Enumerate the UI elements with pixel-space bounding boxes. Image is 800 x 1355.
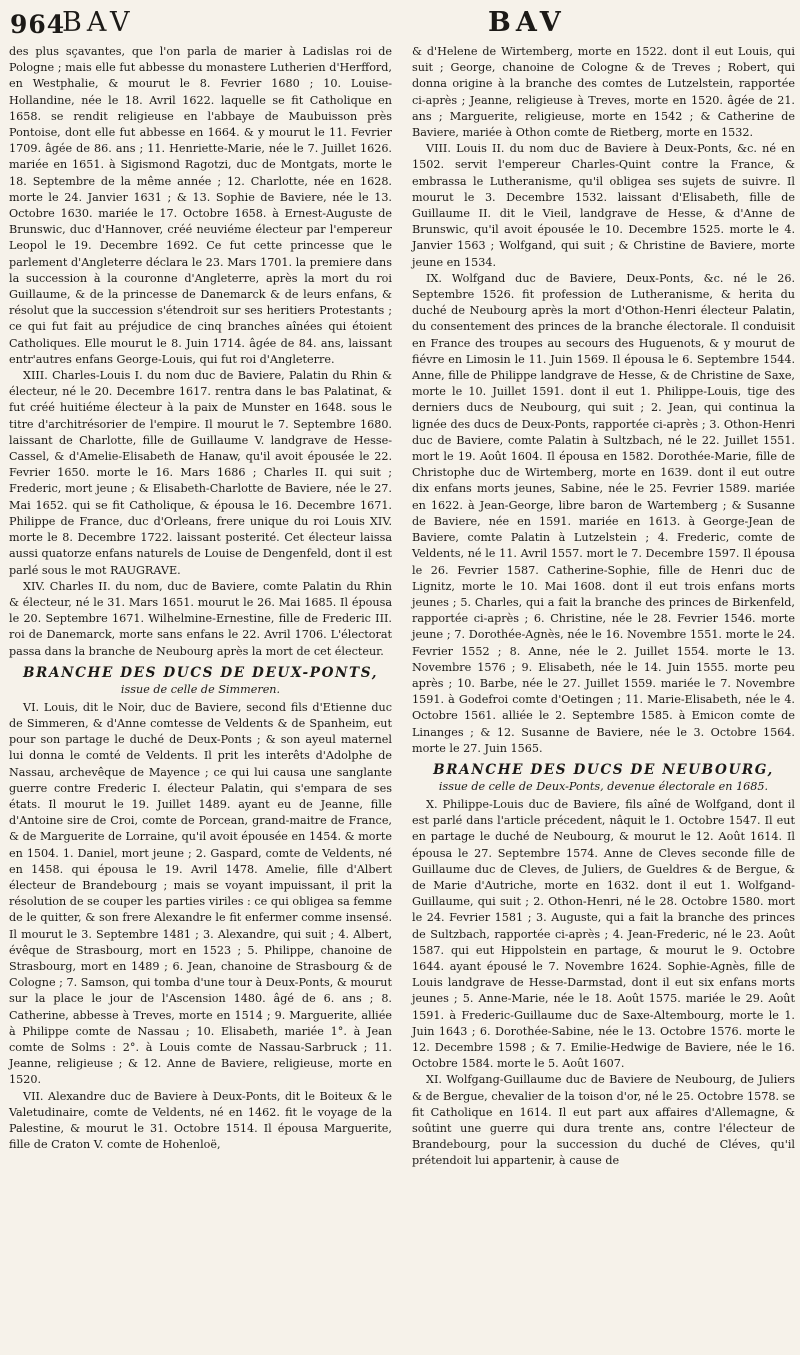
entry-paragraph: IX. Wolfgand duc de Baviere, Deux-Ponts, &c. né le 26. Septembre 1526. fit profession de Lutheranisme, & herita du duché de Neubourg après la mort d'Othon-Henri électeur Palatin, du consentement des princes de la branche électorale. Il conduisit en France des troupes au secours des Huguenots, & y mourut de fiévre en Limosin le 11. Juin 1569. Il épousa le 6. Septembre 1544. Anne, fille de Philippe landgrave de Hesse, & de Christine de Saxe, morte le 10. Juillet 1591. dont il eut 1. Philippe-Louis, tige des derniers ducs de Neubourg, qui suit ; 2. Jean, qui continua la lignée des ducs de Deux-Ponts, rapportée ci-après ; 3. Othon-Henri duc de Baviere, comte Palatin à Sultzbach, né le 22. Juillet 1551. mort le 19. Août 1604. Il épousa en 1582. Dorothée-Marie, fille de Christophe duc de Wirtemberg, morte en 1639. dont il eut outre dix enfans morts jeunes, Sabine, née le 25. Fevrier 1589. mariée en 1622. à Jean-George, libre baron de Wartemberg ; & Susanne de Baviere, née en 1591. mariée en 1613. à George-Jean de Baviere, comte Palatin à Lutzelstein ; 4. Frederic, comte de Veldents, né le 11. Avril 1557. mort le 7. Decembre 1597. Il épousa le 26. Fevrier 1587. Catherine-Sophie, fille de Henri duc de Lignitz, morte le 10. Mai 1608. dont il eut trois enfans morts jeunes ; 5. Charles, qui a fait la branche des princes de Birkenfeld, rapportée ci-après ; 6. Christine, née le 28. Fevrier 1546. morte jeune ; 7. Dorothée-Agnès, née le 16. Novembre 1551. morte le 24. Fevrier 1552 ; 8. Anne, née le 2. Juillet 1554. morte le 13. Novembre 1576 ; 9. Elisabeth, née le 14. Juin 1555. morte peu après ; 10. Barbe, née le 27. Juillet 1559. mariée le 7. Novembre 1591. à Godefroi comte d'Oetingen ; 11. Marie-Elisabeth, née le 4. Octobre 1561. alliée le 2. Septembre 1585. à Emicon comte de Linanges ; & 12. Susanne de Baviere, née le 3. Octobre 1564. morte le 27. Juin 1565. bbox=[412, 271, 795, 755]
entry-paragraph: XIII. Charles-Louis I. du nom duc de Baviere, Palatin du Rhin & électeur, né le 20. Decembre 1617. rentra dans le bas Palatinat, & fut créé huitiéme électeur à la paix de Munster en 1648. sous le titre d'architrésorier de l'empire. Il mourut le 7. Septembre 1680. laissant de Charlotte, fille de Guillaume V. landgrave de Hesse-Cassel, & d'Amelie-Elisabeth de Hanaw, qu'il avoit épousée le 22. Fevrier 1650. morte le 16. Mars 1686 ; Charles II. qui suit ; Frederic, mort jeune ; & Elisabeth-Charlotte de Baviere, née le 27. Mai 1652. qui se fit Catholique, & épousa le 16. Decembre 1671. Philippe de France, duc d'Orleans, frere unique du roi Louis XIV. morte le 8. Decembre 1722. laissant posterité. Cet électeur laissa aussi quatorze enfans naturels de Louise de Dengenfeld, dont il est parlé sous le mot RAUGRAVE. bbox=[9, 369, 392, 577]
section-subheading: issue de celle de Deux-Ponts, devenue électorale en 1685. bbox=[438, 779, 769, 793]
entry-paragraph: XI. Wolfgang-Guillaume duc de Baviere de Neubourg, de Juliers & de Bergue, chevalier de la toison d'or, né le 25. Octobre 1578. se fit Catholique en 1614. Il eut part aux affaires d'Allemagne, & soûtint une guerre qui dura trente ans, contre l'électeur de Brandebourg, pour la succession du duché de Cléves, qu'il prétendoit lui appartenir, à cause de bbox=[412, 1073, 795, 1168]
right-column bbox=[412, 44, 795, 1170]
running-head-left: BAV bbox=[62, 7, 135, 38]
page-number: 964 bbox=[10, 10, 66, 39]
entry-paragraph: X. Philippe-Louis duc de Baviere, fils aîné de Wolfgand, dont il est parlé dans l'article précedent, nâquit le 1. Octobre 1547. Il eut en partage le duché de Neubourg, & mourut le 12. Août 1614. Il épousa le 27. Septembre 1574. Anne de Cleves seconde fille de Guillaume duc de Cleves, de Juliers, de Gueldres & de Bergue, & de Marie d'Autriche, morte en 1632. dont il eut 1. Wolfgand-Guillaume, qui suit ; 2. Othon-Henri, né le 28. Octobre 1580. mort le 24. Fevrier 1581 ; 3. Auguste, qui a fait la branche des princes de Sultzbach, rapportée ci-après ; 4. Jean-Frederic, né le 23. Août 1587. qui eut Hippolstein en partage, & mourut le 9. Octobre 1644. ayant épousé le 7. Novembre 1624. Sophie-Agnès, fille de Louis landgrave de Hesse-Darmstad, dont il eut six enfans morts jeunes ; 5. Anne-Marie, née le 18. Août 1575. mariée le 29. Août 1591. à Frederic-Guillaume duc de Saxe-Altembourg, morte le 1. Juin 1643 ; 6. Dorothée-Sabine, née le 13. Octobre 1576. morte le 12. Decembre 1598 ; & 7. Emilie-Hedwige de Baviere, née le 16. Octobre 1584. morte le 5. Août 1607. bbox=[412, 797, 795, 1071]
page-header bbox=[0, 4, 800, 40]
section-subheading: issue de celle de Simmeren. bbox=[120, 682, 281, 696]
section-heading: BRANCHE DES DUCS DE NEUBOURG, bbox=[433, 761, 774, 778]
running-head-right: BAV bbox=[488, 7, 566, 38]
entry-paragraph: & d'Helene de Wirtemberg, morte en 1522. dont il eut Louis, qui suit ; George, chanoine de Cologne & de Treves ; Robert, qui donna origine à la branche des comtes de Lutzelstein, rapportée ci-après ; Jeanne, religieuse à Treves, morte en 1520. âgée de 21. ans ; Marguerite, religieuse, morte en 1542 ; & Catherine de Baviere, mariée à Othon comte de Rietberg, morte en 1532. bbox=[412, 45, 795, 140]
entry-paragraph: VII. Alexandre duc de Baviere à Deux-Ponts, dit le Boiteux & le Valetudinaire, comte de Veldents, né en 1462. fit le voyage de la Palestine, & mourut le 31. Octobre 1514. Il épousa Marguerite, fille de Craton V. comte de Hohenloë, bbox=[9, 1089, 392, 1152]
section-heading: BRANCHE DES DUCS DE DEUX-PONTS, bbox=[22, 664, 379, 681]
entry-paragraph: des plus sçavantes, que l'on parla de marier à Ladislas roi de Pologne ; mais elle fut abbesse du monastere Lutherien d'Herfford, en Westphalie, & mourut le 8. Fevrier 1680 ; 10. Louise-Hollandine, née le 18. Avril 1622. laquelle se fit Catholique en 1658. se rendit religieuse en l'abbaye de Maubuisson près Pontoise, dont elle fut abbesse en 1664. & y mourut le 11. Fevrier 1709. âgée de 86. ans ; 11. Henriette-Marie, née le 7. Juillet 1626. mariée en 1651. à Sigismond Ragotzi, duc de Montgats, morte le 18. Septembre de la même année ; 12. Charlotte, née en 1628. morte le 24. Janvier 1631 ; & 13. Sophie de Baviere, née le 13. Octobre 1630. mariée le 17. Octobre 1658. à Ernest-Auguste de Brunswic, duc d'Hannover, créé neuviéme électeur par l'empereur Leopol le 19. Decembre 1692. Ce fut cette princesse que le parlement d'Angleterre déclara le 23. Mars 1701. la premiere dans la succession à la couronne d'Angleterre, après la mort du roi Guillaume, & de la princesse de Danemarck & de leurs enfans, & résolut que la succession s'étendroit sur ses heritiers Protestants ; ce qui fut fait au préjudice de cinq branches aînées qui étoient Catholiques. Elle mourut le 8. Juin 1714. âgée de 84. ans, laissant entr'autres enfans George-Louis, qui fut roi d'Angleterre. bbox=[9, 45, 392, 366]
entry-paragraph: VIII. Louis II. du nom duc de Baviere à Deux-Ponts, &c. né en 1502. servit l'empereur Charles-Quint contre la France, & embrassa le Lutheranisme, qu'il obligea ses sujets de suivre. Il mourut le 3. Decembre 1532. laissant d'Elisabeth, fille de Guillaume II. dit le Vieil, landgrave de Hesse, & d'Anne de Brunswic, qu'il avoit épousée le 10. Decembre 1525. morte le 4. Janvier 1563 ; Wolfgand, qui suit ; & Christine de Baviere, morte jeune en 1534. bbox=[412, 142, 795, 269]
entry-paragraph: XIV. Charles II. du nom, duc de Baviere, comte Palatin du Rhin & électeur, né le 31. Mars 1651. mourut le 26. Mai 1685. Il épousa le 20. Septembre 1671. Wilhelmine-Ernestine, fille de Frederic III. roi de Danemarck, morte sans enfans le 22. Avril 1706. L'électorat passa dans la branche de Neubourg après la mort de cet électeur. bbox=[9, 579, 392, 658]
left-column bbox=[9, 44, 392, 1153]
entry-paragraph: VI. Louis, dit le Noir, duc de Baviere, second fils d'Etienne duc de Simmeren, & d'Anne comtesse de Veldents & de Spanheim, eut pour son partage le duché de Deux-Ponts ; & son ayeul maternel lui donna le comté de Veldents. Il prit les interêts d'Adolphe de Nassau, archevêque de Mayence ; ce qui lui causa une sanglante guerre contre Frederic I. électeur Palatin, qui s'empara de ses états. Il mourut le 19. Juillet 1489. ayant eu de Jeanne, fille d'Antoine sire de Croi, comte de Porcean, grand-maitre de France, & de Marguerite de Lorraine, qu'il avoit épousée en 1454. & morte en 1504. 1. Daniel, mort jeune ; 2. Gaspard, comte de Veldents, né en 1458. qui épousa le 19. Avril 1478. Amelie, fille d'Albert électeur de Brandebourg ; mais se voyant impuissant, il prit la résolution de se couper les parties viriles : ce qui obligea sa femme de le quitter, & son frere Alexandre le fit enfermer comme insensé. Il mourut le 3. Septembre 1481 ; 3. Alexandre, qui suit ; 4. Albert, évêque de Strasbourg, mort en 1523 ; 5. Philippe, chanoine de Strasbourg, mort en 1489 ; 6. Jean, chanoine de Strasbourg & de Cologne ; 7. Samson, qui tomba d'une tour à Deux-Ponts, & mourut sur la place le jour de l'Ascension 1480. âgé de 6. ans ; 8. Catherine, abbesse à Treves, morte en 1514 ; 9. Marguerite, alliée à Philippe comte de Nassau ; 10. Elisabeth, mariée 1°. à Jean comte de Solms : 2°. à Louis comte de Nassau-Sarbruck ; 11. Jeanne, religieuse ; & 12. Anne de Baviere, religieuse, morte en 1520. bbox=[9, 700, 392, 1087]
